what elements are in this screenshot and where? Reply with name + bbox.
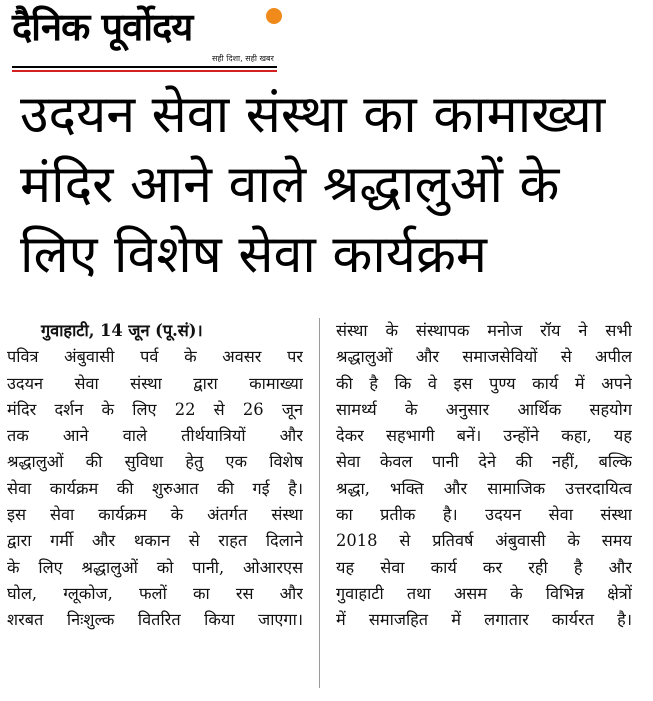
body-line: संस्था के संस्थापक मनोज रॉय ने सभी [336,321,632,340]
body-line: उदयन सेवा संस्था द्वारा कामाख्या [7,373,303,393]
column-divider [319,318,320,688]
masthead [12,4,287,74]
headline-line: मंदिर आने वाले श्रद्धालुओं के [20,155,560,215]
logo-sun-icon [266,8,282,24]
masthead-accent-mark [122,71,182,72]
newspaper-logo: दैनिक पूर्वोदय [12,5,193,49]
body-line: मंदिर दर्शन के लिए 22 से 26 जून [7,399,303,419]
body-line: द्वारा गर्मी और थकान से राहत दिलाने [7,531,303,551]
body-line: सेवा कार्यक्रम की शुरुआत की गई है। [7,478,303,498]
body-line: गुवाहाटी तथा असम के विभिन्न क्षेत्रों [336,583,632,603]
body-line: इस सेवा कार्यक्रम के अंतर्गत संस्था [7,505,303,525]
body-line: श्रद्धालुओं और समाजसेवियों से अपील [336,347,632,367]
body-line: श्रद्धालुओं की सुविधा हेतु एक विशेष [7,452,303,472]
body-line: घोल, ग्लूकोज, फलों का रस और [7,583,303,603]
body-line: की है कि वे इस पुण्य कार्य में अपने [336,373,632,393]
body-line: में समाजहित में लगातार कार्यरत है। [336,610,632,630]
body-line: सामर्थ्य के अनुसार आर्थिक सहयोग [336,399,632,419]
body-line: शरबत निःशुल्क वितरित किया जाएगा। [7,610,303,630]
headline [20,80,640,290]
dateline: गुवाहाटी, 14 जून (पू.सं)। [41,321,203,340]
body-line: श्रद्धा, भक्ति और सामाजिक उत्तरदायित्व [336,478,632,498]
body-line: सेवा केवल पानी देने की नहीं, बल्कि [336,452,632,472]
body-line: देकर सहभागी बनें। उन्होंने कहा, यह [336,426,632,446]
body-line: के लिए श्रद्धालुओं को पानी, ओआरएस [7,557,303,577]
headline-line: उदयन सेवा संस्था का कामाख्या [20,85,606,145]
body-line: यह सेवा कार्य कर रही है और [336,557,632,577]
body-line: पवित्र अंबुवासी पर्व के अवसर पर [7,347,303,367]
article-column-left [7,318,303,634]
masthead-tagline: सही दिशा, सही खबर [212,54,274,63]
headline-line: लिए विशेष सेवा कार्यक्रम [20,225,487,285]
body-line: 2018 से प्रतिवर्ष अंबुवासी के समय [336,531,632,551]
body-line: का प्रतीक है। उदयन सेवा संस्था [336,505,632,525]
body-line: तक आने वाले तीर्थयात्रियों और [7,426,303,446]
article-column-right [336,318,632,634]
masthead-rule [12,66,277,68]
